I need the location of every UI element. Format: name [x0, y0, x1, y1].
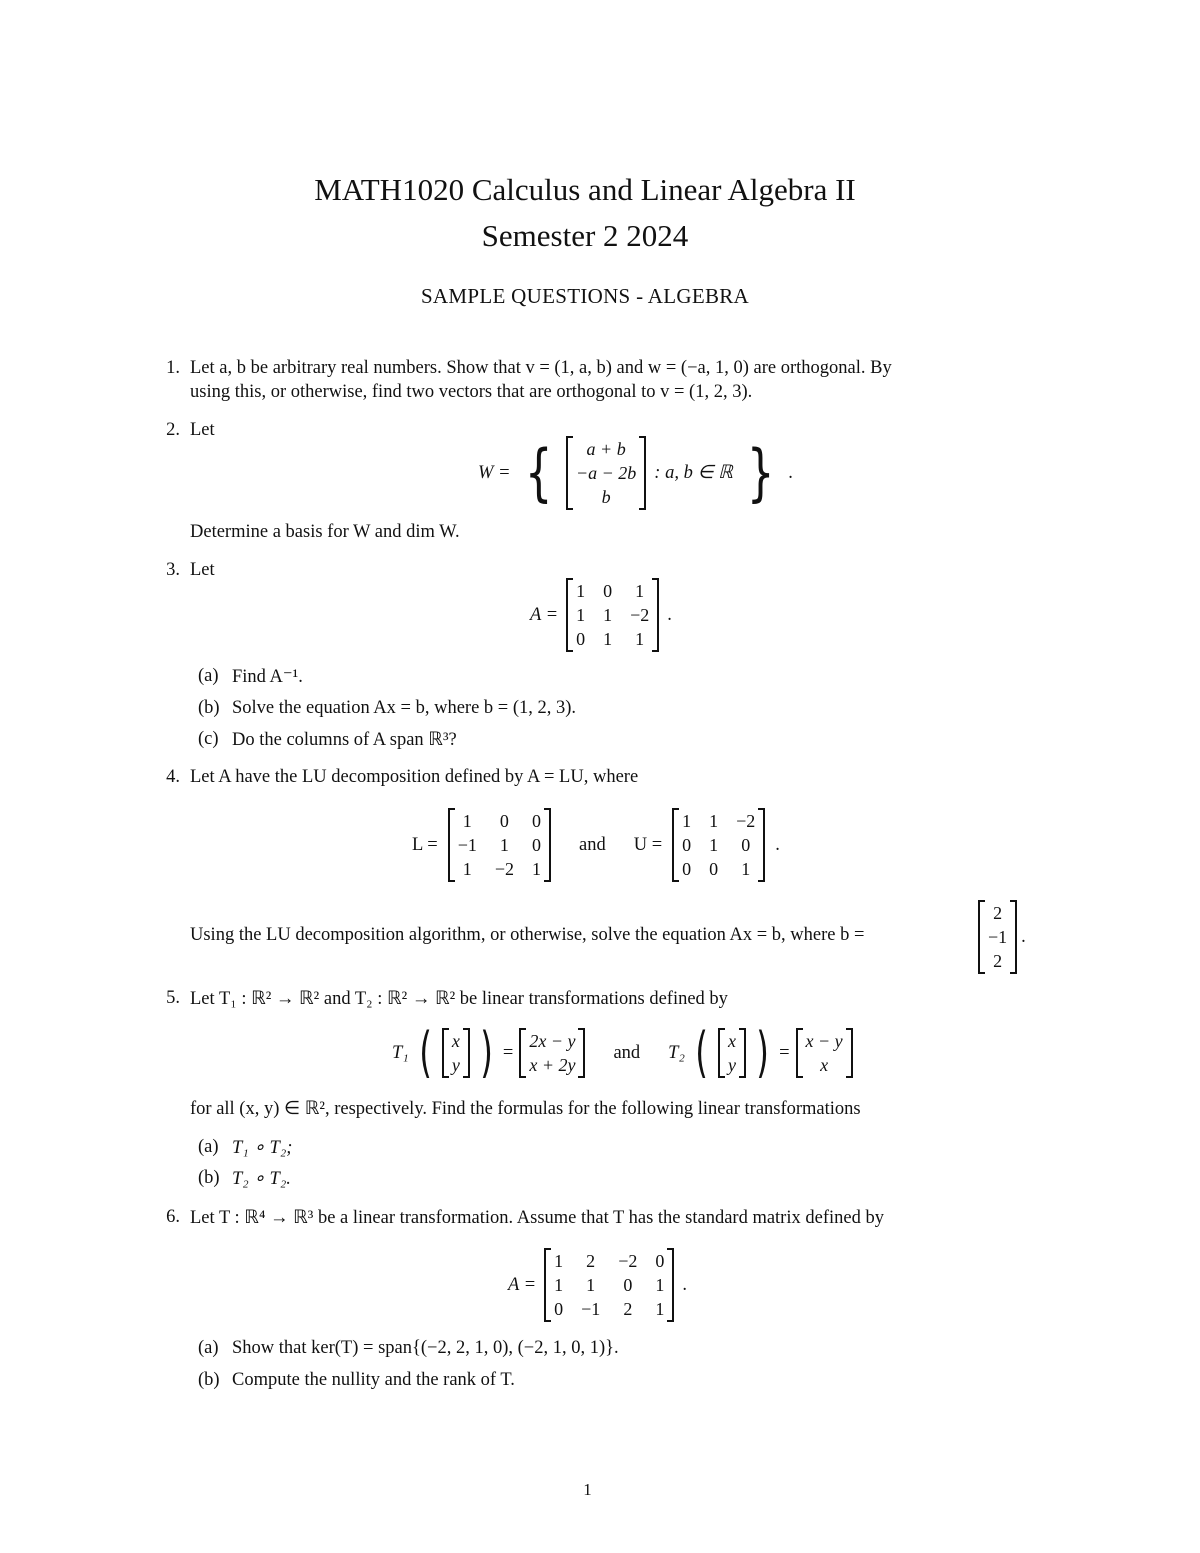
vector-cell: x + 2y — [529, 1055, 576, 1075]
q3-part-b-text: Solve the equation Ax = b, where b = (1, 2, 3). — [232, 698, 577, 718]
t2-output-vector — [796, 1028, 853, 1078]
section-heading: SAMPLE QUESTIONS - ALGEBRA — [420, 284, 750, 308]
xy-vector — [718, 1028, 746, 1078]
left-paren-icon: ( — [695, 1021, 708, 1084]
q4-lu-expression — [412, 808, 780, 882]
matrix-cell: 1 — [655, 1275, 665, 1295]
matrix-cell: 0 — [576, 629, 586, 649]
matrix-cell: 1 — [462, 859, 472, 879]
q1-line2: using this, or otherwise, find two vectors that are orthogonal to v = (1, 2, 3). — [190, 382, 753, 402]
q5-eq: = — [502, 1042, 514, 1063]
q5-eq: = — [779, 1042, 790, 1063]
matrix-cell: 1 — [554, 1275, 564, 1295]
matrix-cell: −1 — [581, 1299, 601, 1319]
q5-transform-expression — [392, 1021, 853, 1084]
q4-number: 4. — [166, 767, 180, 787]
left-paren-icon: ( — [418, 1021, 432, 1084]
vector-cell: y — [727, 1055, 736, 1075]
l-matrix — [448, 808, 551, 882]
q3-part-b-label: (b) — [198, 698, 220, 718]
matrix-cell: −2 — [618, 1251, 638, 1271]
page-number: 1 — [583, 1480, 592, 1499]
matrix-cell: 0 — [709, 859, 719, 879]
q1-number: 1. — [166, 358, 180, 378]
q3-part-c-text: Do the columns of A span ℝ³? — [232, 730, 457, 750]
matrix-cell: 0 — [603, 581, 613, 601]
q5-t2: T₂ — [668, 1042, 685, 1063]
q1-line1: Let a, b be arbitrary real numbers. Show that v = (1, a, b) and w = (−a, 1, 0) are orthogonal. By — [190, 358, 892, 378]
q4-l-lhs: L = — [412, 834, 438, 855]
q6-part-b-text: Compute the nullity and the rank of T. — [232, 1370, 515, 1390]
vector-cell: y — [451, 1055, 460, 1075]
q2-vec-0: a + b — [586, 439, 626, 459]
right-brace-icon: } — [746, 436, 775, 509]
vector-cell: x − y — [805, 1031, 843, 1051]
q5-number: 5. — [166, 988, 180, 1008]
vector-cell: 2 — [993, 951, 1003, 971]
q2-end: . — [788, 462, 793, 483]
q6-matrix — [544, 1248, 674, 1322]
q2-vec-1: −a − 2b — [575, 463, 637, 483]
matrix-cell: 1 — [554, 1251, 564, 1271]
right-paren-icon: ) — [756, 1021, 769, 1084]
q5-t1: T₁ — [392, 1042, 409, 1063]
matrix-cell: 1 — [655, 1299, 665, 1319]
q6-line: Let T : ℝ⁴ → ℝ³ be a linear transformation. Assume that T has the standard matrix defined by — [190, 1208, 884, 1228]
q2-condition: : a, b ∈ ℝ — [654, 463, 733, 483]
xy-vector — [442, 1028, 470, 1078]
matrix-cell: −2 — [736, 811, 756, 831]
matrix-cell: 0 — [682, 859, 692, 879]
matrix-cell: 0 — [554, 1299, 564, 1319]
q5-and: and — [613, 1042, 641, 1063]
q5-after: for all (x, y) ∈ ℝ², respectively. Find the formulas for the following linear transformations — [190, 1099, 861, 1119]
matrix-cell: 1 — [532, 859, 541, 879]
matrix-cell: 1 — [499, 835, 509, 855]
matrix-cell: 1 — [576, 605, 586, 625]
q6-number: 6. — [166, 1207, 180, 1227]
vector-cell: 2x − y — [529, 1031, 576, 1051]
matrix-cell: 0 — [682, 835, 692, 855]
matrix-cell: 1 — [603, 605, 613, 625]
matrix-cell: −2 — [630, 605, 650, 625]
matrix-cell: 1 — [576, 581, 586, 601]
q5-line: Let T₁ : ℝ² → ℝ² and T₂ : ℝ² → ℝ² be linear transformations defined by — [190, 989, 728, 1009]
t1-output-vector — [519, 1028, 585, 1078]
q2-task: Determine a basis for W and dim W. — [190, 522, 460, 542]
q3-lead: Let — [190, 560, 215, 580]
q3-matrix — [566, 578, 659, 652]
vector-cell: x — [727, 1031, 736, 1051]
q6-part-b-label: (b) — [198, 1370, 220, 1390]
q5-part-b-label: (b) — [198, 1168, 220, 1188]
q4-line: Let A have the LU decomposition defined by A = LU, where — [190, 767, 639, 787]
q2-set-expression — [478, 436, 793, 510]
q6-part-a-text: Show that ker(T) = span{(−2, 2, 1, 0), (−2, 1, 0, 1)}. — [232, 1338, 619, 1358]
q2-vector — [566, 436, 646, 510]
matrix-cell: −2 — [494, 859, 514, 879]
matrix-cell: 0 — [532, 811, 541, 831]
course-title: MATH1020 Calculus and Linear Algebra II — [314, 172, 856, 207]
q4-u-lhs: U = — [633, 834, 663, 855]
q2-lhs: W = — [478, 462, 511, 483]
q4-end: . — [775, 834, 780, 855]
q6-end: . — [682, 1274, 688, 1295]
matrix-cell: 0 — [499, 811, 509, 831]
matrix-cell: 1 — [635, 629, 645, 649]
q3-number: 3. — [166, 560, 180, 580]
q5-part-a-label: (a) — [198, 1137, 219, 1157]
matrix-cell: 0 — [532, 835, 541, 855]
matrix-cell: 1 — [741, 859, 751, 879]
matrix-cell: 1 — [635, 581, 645, 601]
q6-part-a-label: (a) — [198, 1338, 219, 1358]
matrix-cell: 0 — [655, 1251, 665, 1271]
b-vector — [978, 900, 1017, 974]
vector-cell: 2 — [993, 903, 1003, 923]
q2-number: 2. — [166, 420, 180, 440]
q4-task: Using the LU decomposition algorithm, or otherwise, solve the equation Ax = b, where b = — [190, 925, 865, 945]
vector-cell: x — [820, 1055, 829, 1075]
q2-lead: Let — [190, 420, 215, 440]
q3-part-a-text: Find A⁻¹. — [232, 667, 303, 687]
right-paren-icon: ) — [480, 1021, 493, 1084]
matrix-cell: 1 — [709, 811, 719, 831]
q4-and: and — [579, 834, 606, 855]
q3-part-c-label: (c) — [198, 729, 219, 749]
vector-cell: x — [451, 1031, 460, 1051]
matrix-cell: 1 — [709, 835, 719, 855]
matrix-cell: 0 — [623, 1275, 633, 1295]
q4-task-end: . — [1021, 926, 1026, 947]
matrix-cell: 1 — [462, 811, 472, 831]
vector-cell: −1 — [988, 927, 1008, 947]
q3-part-a-label: (a) — [198, 666, 219, 686]
matrix-cell: 1 — [586, 1275, 596, 1295]
q2-vec-2: b — [601, 487, 611, 507]
q3-end: . — [667, 604, 672, 625]
q5-part-b-text: T₂ ∘ T₂. — [232, 1169, 291, 1189]
matrix-cell: 1 — [682, 811, 692, 831]
u-matrix — [672, 808, 765, 882]
q6-lhs: A = — [508, 1274, 537, 1295]
matrix-cell: 0 — [741, 835, 751, 855]
q5-part-a-text: T₁ ∘ T₂; — [232, 1138, 293, 1158]
q3-matrix-expression — [530, 578, 672, 652]
matrix-cell: −1 — [457, 835, 477, 855]
matrix-cell: 1 — [603, 629, 613, 649]
left-brace-icon: { — [524, 436, 553, 509]
matrix-cell: 2 — [586, 1251, 596, 1271]
q6-matrix-expression — [508, 1248, 687, 1322]
matrix-cell: 2 — [623, 1299, 633, 1319]
semester-title: Semester 2 2024 — [481, 218, 689, 253]
q4-b-vector-expression — [978, 900, 1026, 974]
q3-lhs: A = — [530, 604, 559, 625]
